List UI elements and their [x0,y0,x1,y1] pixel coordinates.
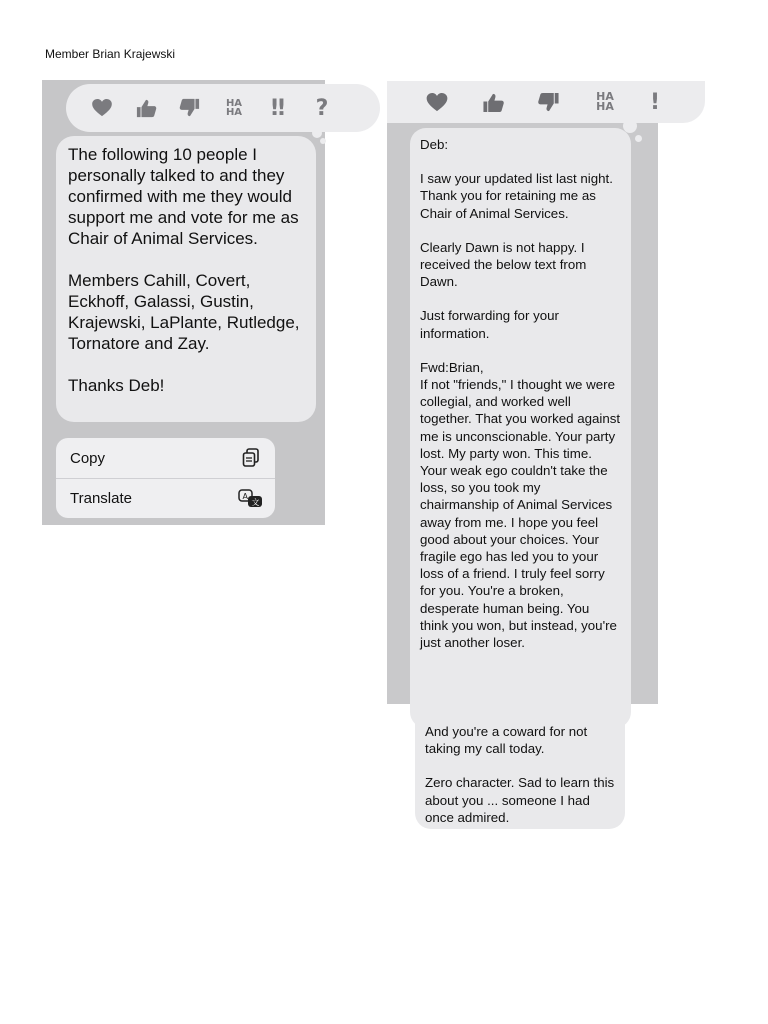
tapback-tail-dot [635,135,642,142]
thumbs-up-icon[interactable] [471,92,515,113]
haha-icon[interactable]: HA HA [596,90,614,113]
thumbs-down-icon[interactable] [527,92,571,113]
thumbs-down-icon[interactable] [168,98,212,118]
message-text: Deb: [420,137,449,152]
question-icon[interactable]: ? [315,95,329,121]
context-menu [56,438,275,518]
screenshot-right [387,81,661,704]
message-text: Clearly Dawn is not happy. I received the below text from Dawn. [420,239,587,290]
haha-icon[interactable]: HA HA [225,98,243,118]
message-text: Thanks Deb! [68,376,165,395]
heart-icon[interactable] [415,93,459,112]
translate-icon [239,488,263,510]
message-bubble[interactable] [56,136,316,422]
message-text: And you're a coward for not taking my call today. [425,724,588,757]
tapback-bar [387,81,705,123]
tapback-tail-dot [320,138,326,144]
screenshot-left [42,80,329,525]
translate-label: Translate [70,490,132,507]
heart-icon[interactable] [80,99,124,117]
page-title: Member Brian Krajewski [45,47,176,61]
thumbs-up-icon[interactable] [124,98,168,118]
tapback-bar [66,84,380,132]
translate-menu-item[interactable] [56,478,275,518]
svg-text:A: A [242,491,248,501]
exclamation-icon[interactable]: ! [649,89,661,115]
tapback-tail-dot [312,128,322,138]
copy-menu-item[interactable] [56,438,275,478]
message-text: Zero character. Sad to learn this about you ... someone I had once admired. [425,775,615,825]
message-bubble-continuation[interactable] [415,717,625,829]
exclamation-icon[interactable]: ‼ [271,95,285,121]
svg-text:文: 文 [251,497,260,507]
message-text: Fwd:Brian, If not "friends," I thought we were collegial, and worked well together. That you worked against me is unconscionable. Your party lost. My party won. This time. Your weak ego couldn't take the loss, so you took my chairmanship of Animal Services away from me. I hope you feel good about your choices. Your fragile ego has led you to your loss of a friend. I truly feel sorry for you. You're a broken, desperate human being. You think you won, but instead, you're just another loser. [420,359,621,651]
message-text: The following 10 people I personally talked to and they confirmed with me they would support me and vote for me as Chair of Animal Services. [68,145,299,248]
message-text: Members Cahill, Covert, Eckhoff, Galassi, Gustin, Krajewski, LaPlante, Rutledge, Tornatore and Zay. [68,271,300,353]
copy-label: Copy [70,449,106,467]
message-text: I saw your updated list last night. Thank you for retaining me as Chair of Animal Services. [420,171,613,221]
message-bubble[interactable] [410,128,631,728]
message-text: Just forwarding for your information. [420,308,559,341]
copy-icon [239,447,263,469]
